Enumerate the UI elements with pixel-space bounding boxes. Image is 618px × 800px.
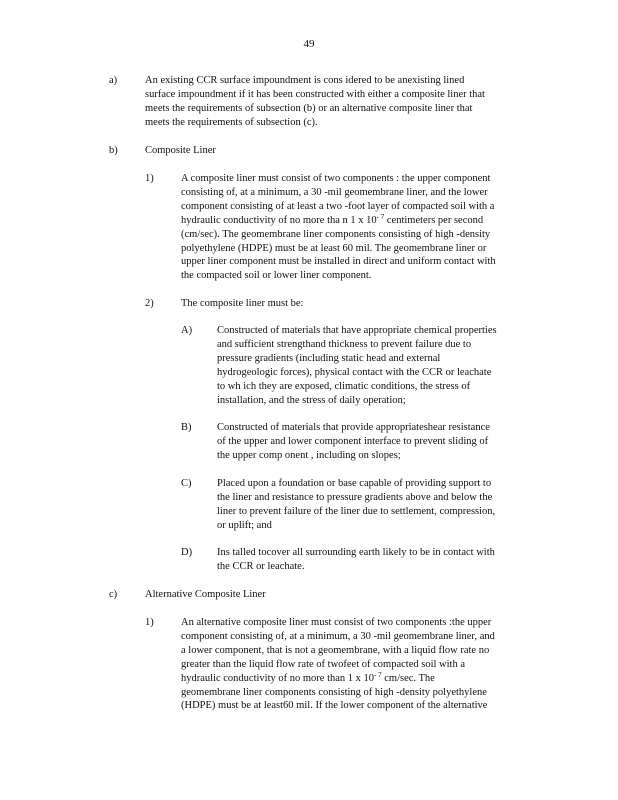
item-a-text: An existing CCR surface impoundment is cons idered to be anexisting lined surface impoundment if it has been constructed with either a composite liner that meets the requirements of subsection (b) or an alternative composite liner that meets the requirements of subsection (c).: [145, 75, 485, 128]
item-b1-text: A composite liner must consist of two components : the upper component consisting of, at a minimum, a 30 -mil geomembrane liner, and the lower component consisting of at least a two -foot layer of compacted soil with a hydraulic conductivity of no more tha n 1 x $10^{- 7}$ centimeters per second (cm/sec). The geomembrane liner components consisting of high -density polyethylene (HDPE) must be at least 60 mil. The geomembrane liner or upper liner component must be installed in direct and uniform contact with the compacted soil or lower liner component.: [181, 173, 496, 282]
item-b2a-label: A): [181, 325, 193, 336]
item-b2a-text: Constructed of materials that have appropriate chemical properties and sufficient strengthand thickness to prevent failure due to pressure gradients (including static head and external hydrogeologic forces), physical contact with the CCR or leachate to wh ich they are exposed, climatic conditions, the stress of installation, and the stress of daily operation;: [217, 325, 497, 406]
item-b-label: b): [109, 145, 118, 156]
item-b1-label: 1): [145, 173, 154, 184]
item-b2c-label: C): [181, 478, 192, 489]
item-a-label: a): [109, 75, 118, 86]
item-c1-text: An alternative composite liner must consist of two components :the upper component consisting of, at a minimum, a 30 -mil geomembrane liner, and a lower component, that is not a geomembrane, with a liquid flow rate no greater than the liquid flow rate of twofeet of compacted soil with a hydraulic conductivity of no more than 1 x $10^{- 7}$ cm/sec. The geomembrane liner components consisting of high -density polyethylene (HDPE) must be at least60 mil. If the lower component of the alternative: [181, 617, 495, 712]
item-c-label: c): [109, 589, 118, 600]
item-b2b-label: B): [181, 422, 192, 433]
page-number: 49: [303, 38, 315, 50]
item-b-heading: Composite Liner: [145, 145, 216, 156]
item-c1-label: 1): [145, 617, 154, 628]
item-b2d-label: D): [181, 547, 193, 558]
item-c-heading: Alternative Composite Liner: [145, 589, 266, 600]
item-b2-text: The composite liner must be:: [181, 298, 304, 309]
item-b2d-text: Ins talled tocover all surrounding earth likely to be in contact with the CCR or leachate.: [217, 547, 495, 572]
item-b2-label: 2): [145, 298, 154, 309]
item-b2c-text: Placed upon a foundation or base capable of providing support to the liner and resistance to pressure gradients above and below the liner to prevent failure of the liner due to settlement, compression, or uplift; and: [217, 478, 496, 531]
item-b2b-text: Constructed of materials that provide appropriateshear resistance of the upper and lower component interface to prevent sliding of the upper comp onent , including on slopes;: [217, 422, 490, 461]
